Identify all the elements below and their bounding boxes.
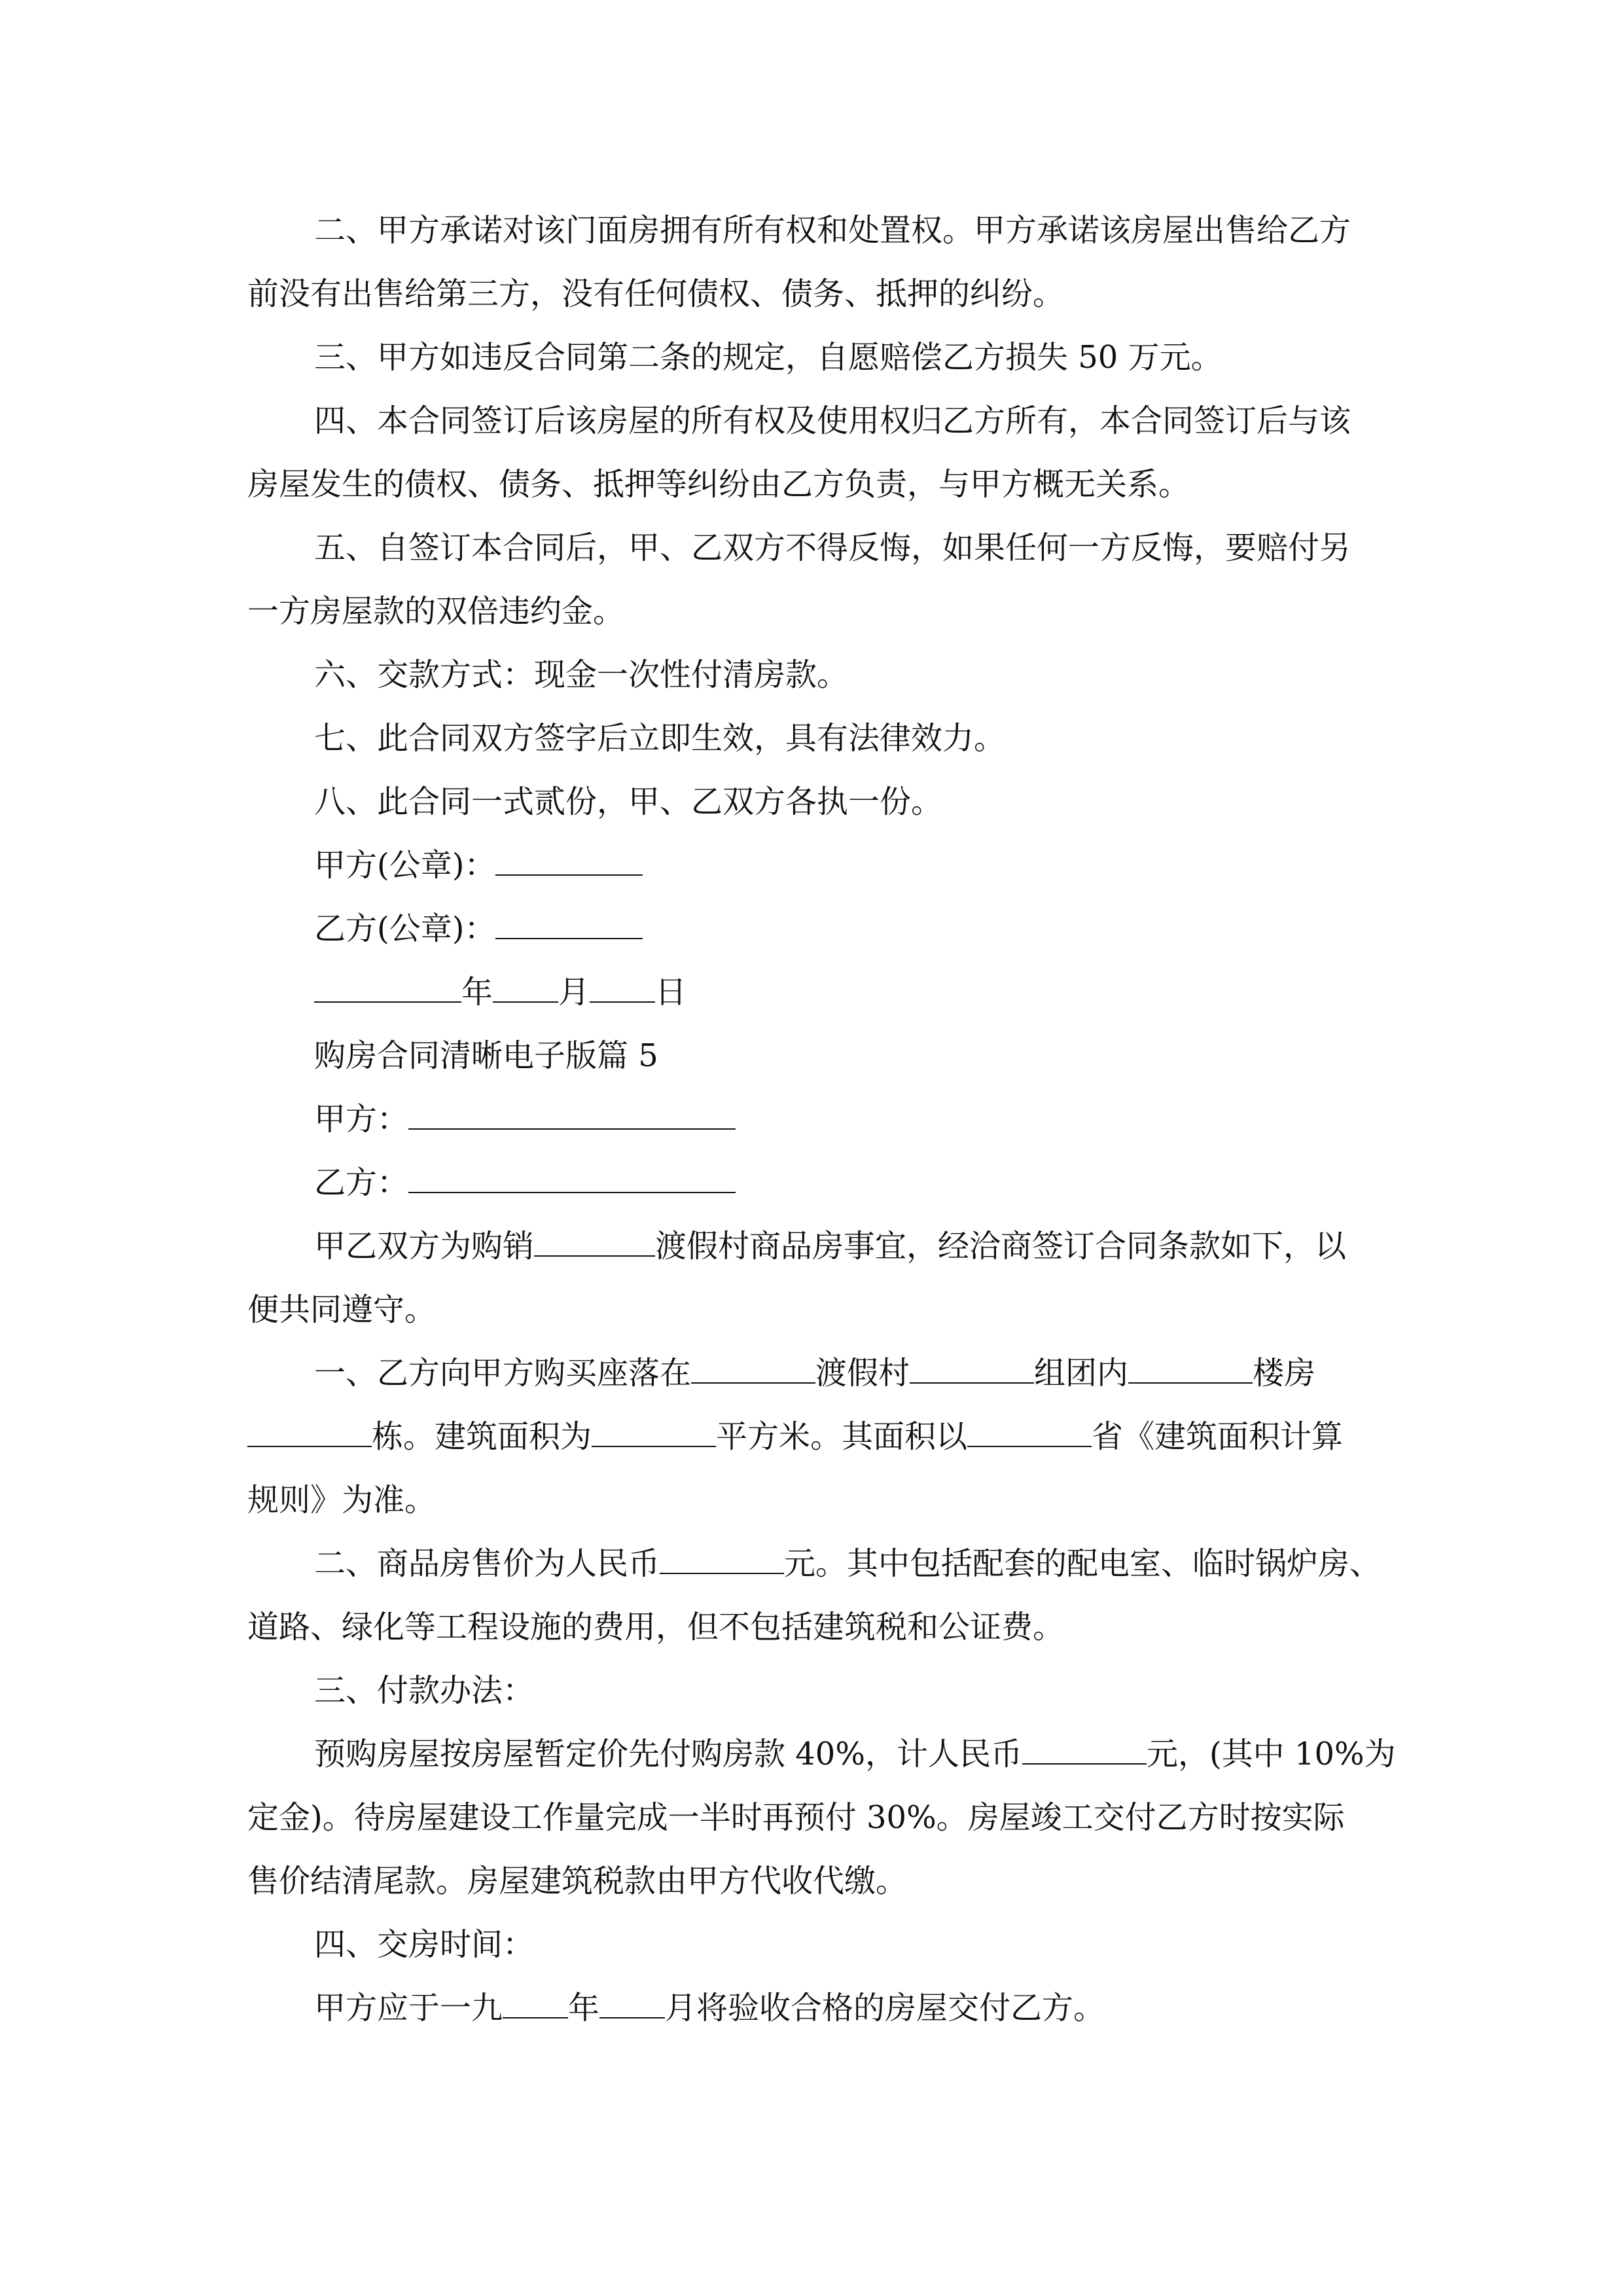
fill-blank (534, 1215, 655, 1257)
signature-blank (495, 834, 643, 876)
fill-blank (247, 1405, 372, 1447)
text-segment: 渡假村商品房事宜，经洽商签订合同条款如下，以 (655, 1228, 1347, 1265)
date-line (314, 960, 687, 1025)
paragraph-line: 便共同遵守。 (247, 1291, 437, 1328)
fill-blank (1128, 1342, 1253, 1384)
year-blank (314, 961, 461, 1003)
paragraph-line: 六、交款方式：现金一次性付清房款。 (314, 656, 849, 693)
date-day-label: 日 (655, 974, 687, 1011)
party-a-label: 甲方： (314, 1101, 409, 1138)
signature-label-party-a: 甲方(公章)： (314, 847, 496, 884)
party-a-blank (408, 1088, 736, 1130)
paragraph-line: 定金)。待房屋建设工作量完成一半时再预付 30%。房屋竣工交付乙方时按实际 (247, 1799, 1345, 1836)
text-segment: 楼房 (1253, 1355, 1316, 1391)
paragraph-line: 四、本合同签订后该房屋的所有权及使用权归乙方所有，本合同签订后与该 (314, 403, 1351, 439)
paragraph-line: 七、此合同双方签字后立即生效，具有法律效力。 (314, 720, 1006, 757)
fill-blank (1022, 1723, 1147, 1765)
date-month-label: 月 (558, 974, 590, 1011)
party-b-label: 乙方： (314, 1164, 409, 1201)
intro-line (314, 1213, 1346, 1279)
month-blank (493, 961, 558, 1003)
text-segment: 平方米。其面积以 (716, 1418, 968, 1455)
signature-blank (495, 897, 643, 939)
paragraph-line: 道路、绿化等工程设施的费用，但不包括建筑税和公证费。 (247, 1609, 1065, 1645)
text-segment: 省《建筑面积计算 (1092, 1418, 1344, 1455)
clause-3-line (314, 1721, 1396, 1787)
clause-2-line (314, 1531, 1381, 1596)
text-segment: 预购房屋按房屋暂定价先付购房款 40%，计人民币 (314, 1736, 1022, 1772)
text-segment: 元。其中包括配套的配电室、临时锅炉房、 (784, 1545, 1382, 1582)
paragraph-line: 规则》为准。 (247, 1482, 437, 1518)
paragraph-line: 一方房屋款的双倍违约金。 (247, 593, 625, 630)
clause-1-line (314, 1340, 1315, 1406)
date-year-label: 年 (461, 974, 493, 1011)
paragraph-line: 二、甲方承诺对该门面房拥有所有权和处置权。甲方承诺该房屋出售给乙方 (314, 212, 1351, 249)
paragraph-line: 前没有出售给第三方，没有任何债权、债务、抵押的纠纷。 (247, 276, 1065, 312)
text-segment: 年 (568, 1990, 600, 2026)
paragraph-line: 房屋发生的债权、债务、抵押等纠纷由乙方负责，与甲方概无关系。 (247, 466, 1190, 503)
text-segment: 一、乙方向甲方购买座落在 (314, 1355, 692, 1391)
fill-blank (660, 1532, 784, 1574)
clause-3-title: 三、付款办法： (314, 1672, 535, 1709)
clause-4-title: 四、交房时间： (314, 1926, 535, 1963)
party-b-line (314, 1150, 736, 1215)
text-segment: 二、商品房售价为人民币 (314, 1545, 660, 1582)
day-blank (590, 961, 655, 1003)
fill-blank (691, 1342, 815, 1384)
text-segment: 甲方应于一九 (314, 1990, 503, 2026)
fill-blank (910, 1342, 1034, 1384)
party-a-line (314, 1086, 736, 1152)
year-blank (503, 1977, 568, 2018)
text-segment: 甲乙双方为购销 (314, 1228, 535, 1265)
section-title: 购房合同清晰电子版篇 5 (314, 1037, 658, 1074)
text-segment: 组团内 (1034, 1355, 1129, 1391)
clause-1-line-2 (247, 1404, 1343, 1469)
paragraph-line: 八、此合同一式贰份，甲、乙双方各执一份。 (314, 783, 943, 820)
signature-label-party-b: 乙方(公章)： (314, 910, 496, 947)
clause-4-line (314, 1975, 1105, 2041)
fill-blank (967, 1405, 1092, 1447)
text-segment: 渡假村 (815, 1355, 910, 1391)
party-b-blank (408, 1151, 736, 1193)
signature-line-party-b (314, 896, 643, 961)
text-segment: 栋。建筑面积为 (372, 1418, 592, 1455)
text-segment: 元，(其中 10%为 (1146, 1736, 1396, 1772)
text-segment: 月将验收合格的房屋交付乙方。 (665, 1990, 1105, 2026)
paragraph-line: 五、自签订本合同后，甲、乙双方不得反悔，如果任何一方反悔，要赔付另 (314, 529, 1351, 566)
fill-blank (592, 1405, 716, 1447)
month-blank (599, 1977, 665, 2018)
paragraph-line: 售价结清尾款。房屋建筑税款由甲方代收代缴。 (247, 1863, 908, 1899)
paragraph-line: 三、甲方如违反合同第二条的规定，自愿赔偿乙方损失 50 万元。 (314, 339, 1222, 376)
signature-line-party-a (314, 833, 643, 898)
